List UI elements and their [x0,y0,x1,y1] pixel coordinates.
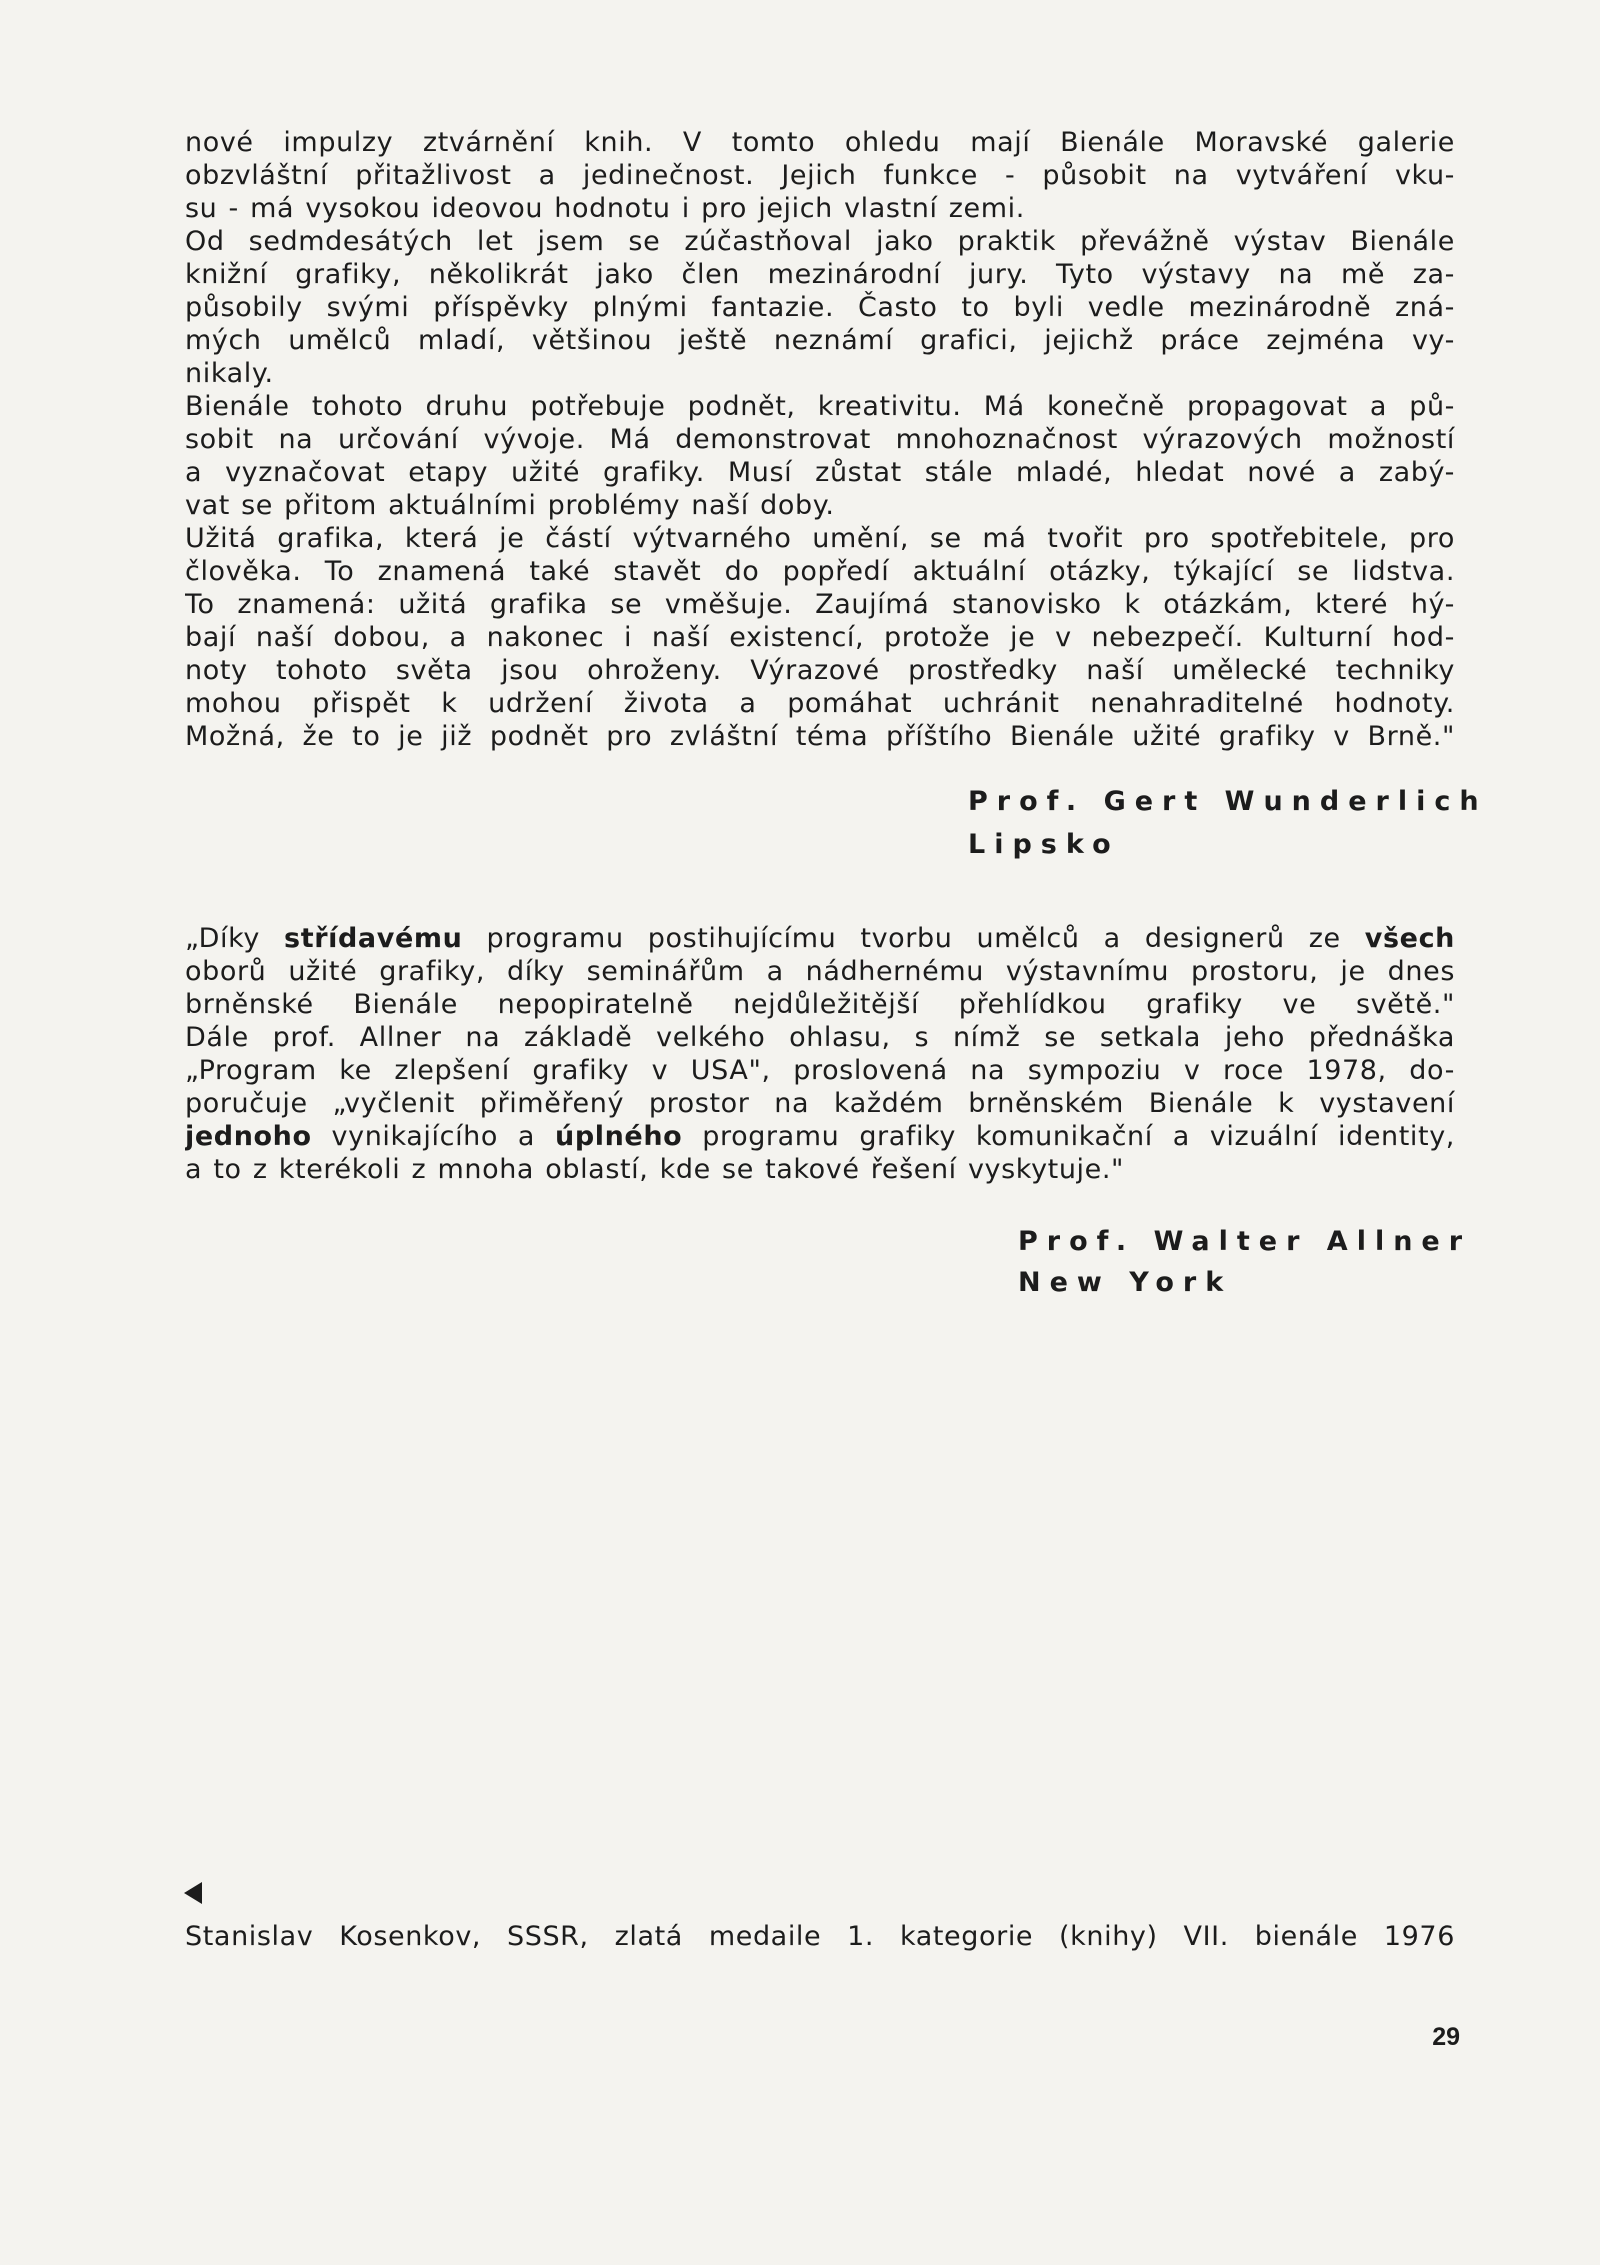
text-run: oborů užité grafiky, díky seminářům a nádhernému výstavnímu prostoru, je dnes [185,956,1455,987]
text-line: obzvláštní přitažlivost a jedinečnost. Jejich funkce - působit na vytváření vku- [185,160,1455,191]
text-line [185,955,1455,988]
bold-text: jednoho [185,1121,312,1152]
text-line: bají naší dobou, a nakonec i naší existencí, protože je v nebezpečí. Kulturní hod- [185,622,1455,653]
text-run: programu postihujícímu tvorbu umělců a designerů ze [462,923,1365,954]
text-line [185,1153,1455,1186]
text-run: Dále prof. Allner na základě velkého ohlasu, s nímž se setkala jeho přednáška [185,1022,1455,1053]
text-line: Užitá grafika, která je částí výtvarného umění, se má tvořit pro spotřebitele, pro [185,523,1455,554]
text-line: su - má vysokou ideovou hodnotu i pro jejich vlastní zemi. [185,193,1025,224]
text-run: vynikajícího a [311,1121,555,1152]
text-line: a vyznačovat etapy užité grafiky. Musí zůstat stále mladé, hledat nové a zabý- [185,457,1455,488]
page-number: 29 [1432,2023,1460,2051]
text-line: mých umělců mladí, většinou ještě neznámí grafici, jejichž práce zejména vy- [185,325,1455,356]
text-line: To znamená: užitá grafika se vměšuje. Zaujímá stanovisko k otázkám, které hý- [185,589,1455,620]
text-line [185,922,1455,955]
text-line: působily svými příspěvky plnými fantazie. Často to byli vedle mezinárodně zná- [185,292,1455,323]
text-line: mohou přispět k udržení života a pomáhat uchránit nenahraditelné hodnoty. [185,688,1455,719]
signature-allner-city: New York [1018,1267,1233,1298]
text-line [185,1054,1455,1087]
text-line: Od sedmdesátých let jsem se zúčastňoval jako praktik převážně výstav Bienále [185,226,1455,257]
text-line [185,988,1455,1021]
text-line [185,1120,1455,1153]
text-line: sobit na určování vývoje. Má demonstrovat mnohoznačnost výrazových možností [185,424,1455,455]
text-line [185,1021,1455,1054]
text-run: „Díky [185,923,285,954]
quote-allner [185,922,1455,1186]
text-line: noty tohoto světa jsou ohroženy. Výrazové prostředky naší umělecké techniky [185,655,1455,686]
text-line: nové impulzy ztvárnění knih. V tomto ohledu mají Bienále Moravské galerie [185,127,1455,158]
text-run: a to z kterékoli z mnoha oblastí, kde se takové řešení vyskytuje." [185,1154,1125,1185]
text-run: brněnské Bienále nepopiratelně nejdůležitější přehlídkou grafiky ve světě." [185,989,1455,1020]
bold-text: úplného [555,1121,683,1152]
text-line: Bienále tohoto druhu potřebuje podnět, kreativitu. Má konečně propagovat a pů- [185,391,1455,422]
text-line: vat se přitom aktuálními problémy naší doby. [185,490,835,521]
text-line: knižní grafiky, několikrát jako člen mezinárodní jury. Tyto výstavy na mě za- [185,259,1455,290]
caption-arrow-icon [184,1882,202,1904]
text-line: nikaly. [185,358,274,389]
text-line: člověka. To znamená také stavět do popředí aktuální otázky, týkající se lidstva. [185,556,1455,587]
quote-wunderlich [185,126,1455,753]
signature-allner-name: Prof. Walter Allner [1018,1226,1472,1257]
signature-wunderlich-name: Prof. Gert Wunderlich [968,786,1488,817]
bold-text: střídavému [284,923,463,954]
figure-caption: Stanislav Kosenkov, SSSR, zlatá medaile 1. kategorie (knihy) VII. bienále 1976 [185,1921,1455,1952]
text-line [185,1087,1455,1120]
text-line: Možná, že to je již podnět pro zvláštní téma příštího Bienále užité grafiky v Brně." [185,721,1455,752]
signature-wunderlich-city: Lipsko [968,829,1120,860]
bold-text: všech [1364,923,1455,954]
text-run: programu grafiky komunikační a vizuální identity, [682,1121,1455,1152]
text-run: „Program ke zlepšení grafiky v USA", proslovená na sympoziu v roce 1978, do- [185,1055,1455,1086]
text-run: poručuje „vyčlenit přiměřený prostor na každém brněnském Bienále k vystavení [185,1088,1455,1119]
